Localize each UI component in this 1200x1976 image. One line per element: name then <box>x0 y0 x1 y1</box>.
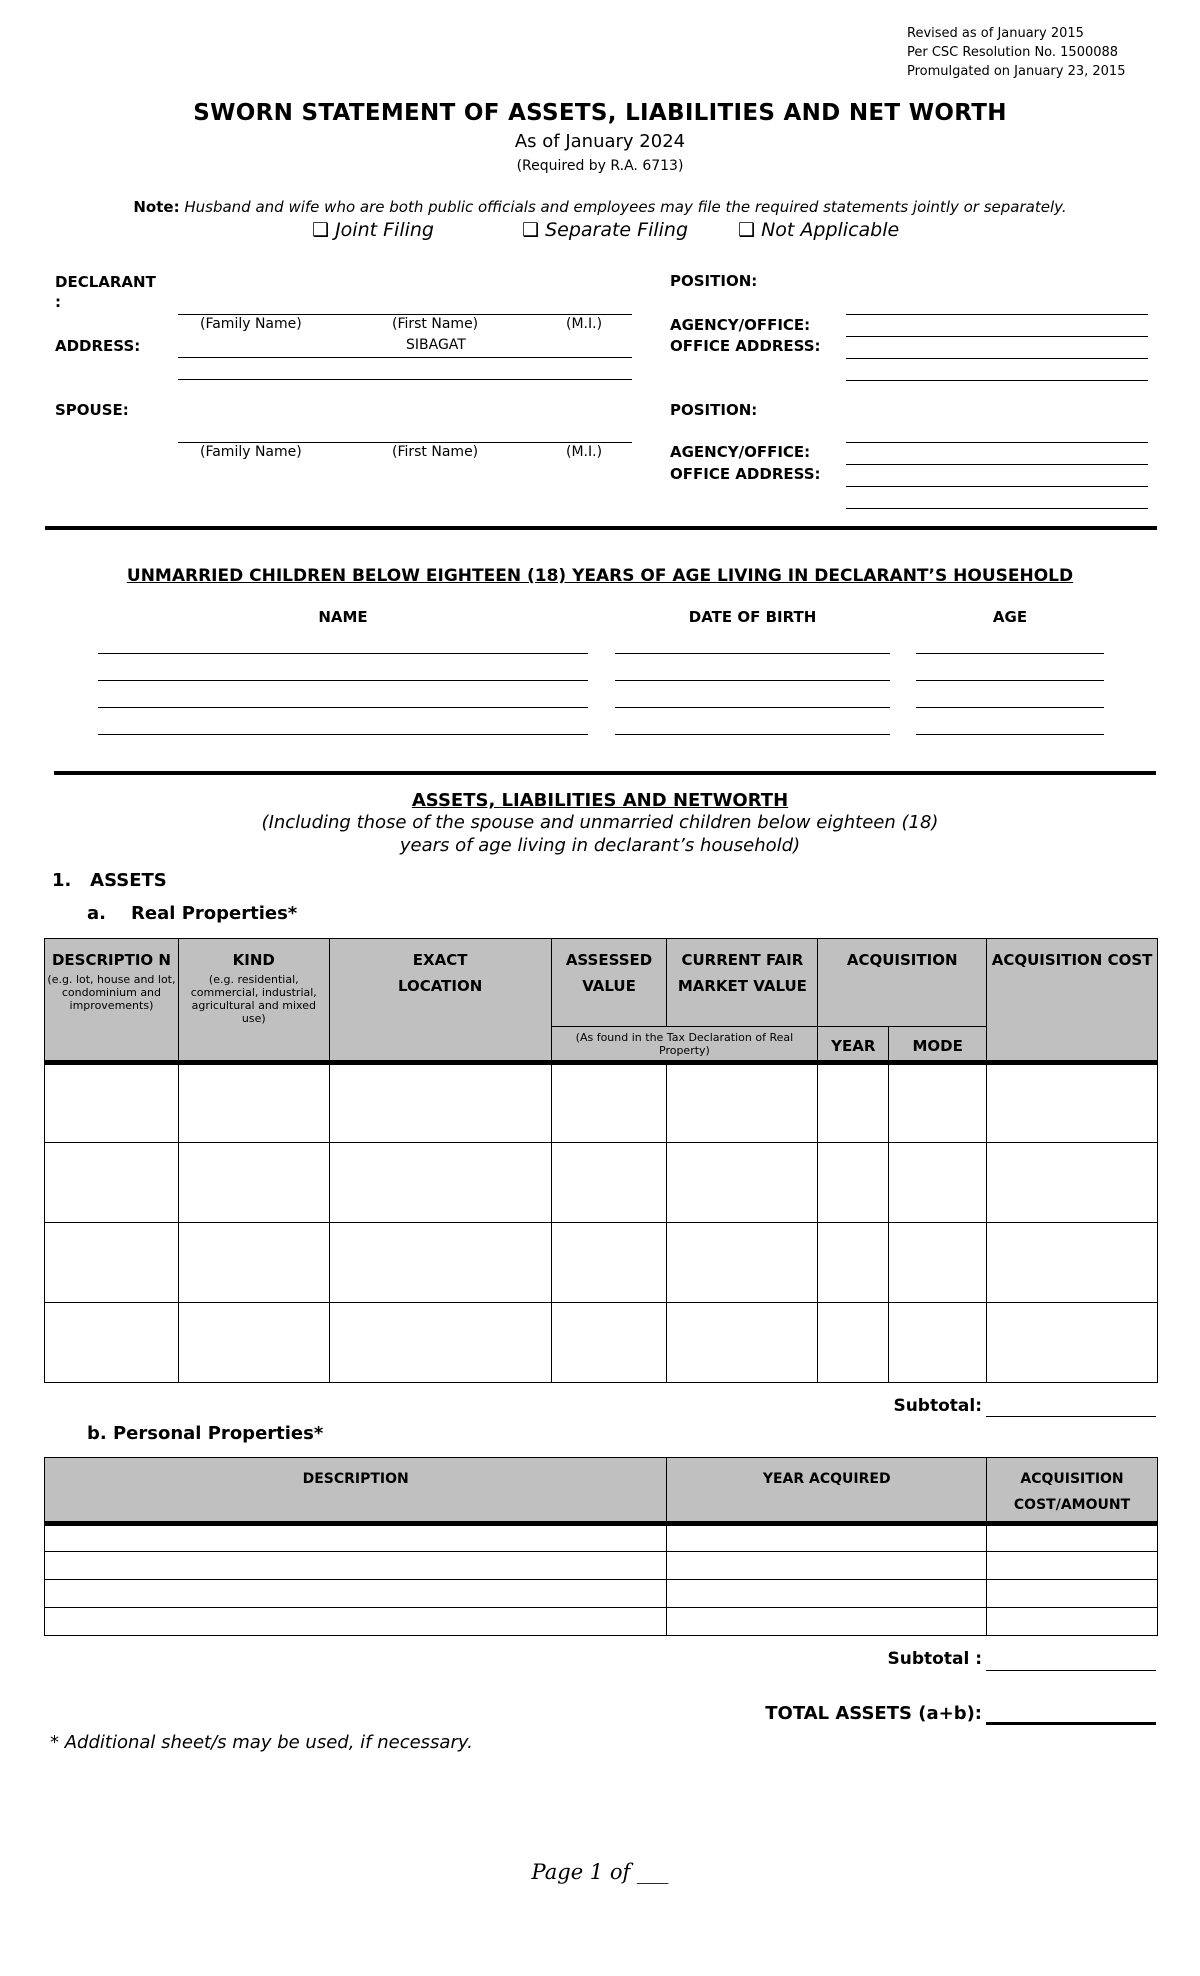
section-divider-2 <box>54 771 1156 775</box>
real-property-row <box>45 1223 1158 1303</box>
personal-properties-heading: b. Personal Properties* <box>87 1423 324 1444</box>
children-dob-header: DATE OF BIRTH <box>688 608 817 626</box>
declarant-position-label: POSITION: <box>670 272 758 290</box>
real-property-cell[interactable] <box>329 1303 551 1383</box>
real-property-cell[interactable] <box>551 1143 667 1223</box>
declarant-agency-line[interactable] <box>846 336 1148 337</box>
children-heading: UNMARRIED CHILDREN BELOW EIGHTEEN (18) YEARS OF AGE LIVING IN DECLARANT’S HOUSEHOLD <box>126 566 1074 586</box>
real-property-row <box>45 1143 1158 1223</box>
child-name-line[interactable] <box>98 707 588 708</box>
filing-note <box>0 198 1200 216</box>
real-property-cell[interactable] <box>818 1303 889 1383</box>
address-value[interactable]: SIBAGAT <box>406 337 466 353</box>
total-assets-line[interactable] <box>986 1722 1156 1725</box>
real-property-cell[interactable] <box>178 1223 329 1303</box>
address-line-1[interactable] <box>178 357 632 358</box>
page-footer: Page 1 of ___ <box>531 1860 669 1884</box>
address-label: ADDRESS: <box>55 337 141 355</box>
alnw-heading: ASSETS, LIABILITIES AND NETWORTH <box>411 790 789 811</box>
revision-note <box>907 24 1147 81</box>
revision-line-1: Revised as of January 2015 <box>907 26 1084 41</box>
spouse-family-name-label: (Family Name) <box>200 444 302 460</box>
personal-property-row <box>45 1552 1158 1580</box>
spouse-agency-label: AGENCY/OFFICE: <box>670 443 811 461</box>
real-property-cell[interactable] <box>987 1143 1158 1223</box>
spouse-office-address-label: OFFICE ADDRESS: <box>670 465 821 483</box>
note-text: Husband and wife who are both public officials and employees may file the required statements jointly or separately. <box>184 198 1067 216</box>
real-col-kind <box>178 939 329 1063</box>
real-col-description <box>45 939 179 1063</box>
child-name-line[interactable] <box>98 653 588 654</box>
child-name-line[interactable] <box>98 734 588 735</box>
child-name-line[interactable] <box>98 680 588 681</box>
real-property-cell[interactable] <box>45 1063 179 1143</box>
declarant-first-name-label: (First Name) <box>392 316 479 332</box>
personal-property-cell[interactable] <box>987 1524 1158 1552</box>
declarant-position-line[interactable] <box>846 314 1148 315</box>
real-col-value-note-text: (As found in the Tax Declaration of Real Property) <box>575 1030 794 1057</box>
real-property-cell[interactable] <box>551 1303 667 1383</box>
child-age-line[interactable] <box>916 680 1104 681</box>
personal-property-cell[interactable] <box>987 1552 1158 1580</box>
real-col-assessed: ASSESSED VALUE <box>551 939 667 1027</box>
real-col-location: EXACT LOCATION <box>329 939 551 1063</box>
personal-property-cell[interactable] <box>667 1524 987 1552</box>
personal-properties-table <box>44 1457 1158 1636</box>
note-label: Note: <box>133 198 180 216</box>
revision-line-2: Per CSC Resolution No. 1500088 <box>907 45 1119 60</box>
real-col-value-note <box>551 1027 818 1063</box>
declarant-family-name-label: (Family Name) <box>200 316 302 332</box>
address-line-2[interactable] <box>178 379 632 380</box>
personal-col-description: DESCRIPTION <box>45 1458 667 1524</box>
real-col-cost: ACQUISITION COST <box>987 939 1158 1063</box>
child-dob-line[interactable] <box>615 680 890 681</box>
spouse-agency-line[interactable] <box>846 464 1148 465</box>
real-col-kind-label: KIND <box>232 951 275 969</box>
real-property-cell[interactable] <box>45 1223 179 1303</box>
declarant-label-line2: : <box>55 293 61 311</box>
document-title: SWORN STATEMENT OF ASSETS, LIABILITIES AND NET WORTH <box>193 100 1007 126</box>
real-property-cell[interactable] <box>818 1063 889 1143</box>
real-property-cell[interactable] <box>818 1143 889 1223</box>
personal-property-cell[interactable] <box>667 1552 987 1580</box>
personal-property-row <box>45 1608 1158 1636</box>
child-dob-line[interactable] <box>615 707 890 708</box>
personal-property-cell[interactable] <box>667 1580 987 1608</box>
child-age-line[interactable] <box>916 707 1104 708</box>
real-col-description-label: DESCRIPTIO N <box>51 951 171 969</box>
real-properties-table <box>44 938 1158 1383</box>
additional-sheets-note: * Additional sheet/s may be used, if necessary. <box>50 1732 473 1753</box>
real-subtotal-line[interactable] <box>986 1416 1156 1417</box>
real-property-cell[interactable] <box>889 1223 987 1303</box>
section-divider-1 <box>45 526 1157 530</box>
real-col-market: CURRENT FAIR MARKET VALUE <box>667 939 818 1027</box>
real-property-cell[interactable] <box>987 1063 1158 1143</box>
real-property-cell[interactable] <box>45 1303 179 1383</box>
required-by: (Required by R.A. 6713) <box>516 158 684 174</box>
spouse-name-line[interactable] <box>178 442 632 443</box>
personal-col-year: YEAR ACQUIRED <box>667 1458 987 1524</box>
real-property-row <box>45 1063 1158 1143</box>
real-col-description-note: (e.g. lot, house and lot, condominium and improvements) <box>47 973 176 1012</box>
declarant-office-address-label: OFFICE ADDRESS: <box>670 337 821 355</box>
real-col-year: YEAR <box>818 1027 889 1063</box>
real-property-cell[interactable] <box>667 1223 818 1303</box>
real-property-cell[interactable] <box>987 1303 1158 1383</box>
real-property-cell[interactable] <box>329 1063 551 1143</box>
declarant-office-address-line-2[interactable] <box>846 380 1148 381</box>
spouse-position-label: POSITION: <box>670 401 758 419</box>
personal-property-cell[interactable] <box>987 1608 1158 1636</box>
personal-property-row <box>45 1524 1158 1552</box>
personal-property-cell[interactable] <box>45 1608 667 1636</box>
personal-property-row <box>45 1580 1158 1608</box>
personal-property-cell[interactable] <box>45 1580 667 1608</box>
not-applicable-checkbox[interactable]: ❑ Not Applicable <box>738 219 900 241</box>
personal-col-cost: ACQUISITION COST/AMOUNT <box>987 1458 1158 1524</box>
real-property-cell[interactable] <box>178 1063 329 1143</box>
alnw-subheading-2: years of age living in declarant’s household) <box>399 835 801 856</box>
real-col-kind-note: (e.g. residential, commercial, industrial, agricultural and mixed use) <box>190 973 317 1025</box>
declarant-office-address-line-1[interactable] <box>846 358 1148 359</box>
real-property-cell[interactable] <box>667 1303 818 1383</box>
separate-filing-checkbox[interactable]: ❑ Separate Filing <box>522 219 689 241</box>
real-property-cell[interactable] <box>178 1303 329 1383</box>
real-property-cell[interactable] <box>551 1223 667 1303</box>
real-property-cell[interactable] <box>889 1063 987 1143</box>
real-property-cell[interactable] <box>178 1143 329 1223</box>
child-age-line[interactable] <box>916 653 1104 654</box>
real-property-cell[interactable] <box>45 1143 179 1223</box>
real-property-cell[interactable] <box>889 1303 987 1383</box>
real-property-cell[interactable] <box>667 1143 818 1223</box>
spouse-position-line[interactable] <box>846 442 1148 443</box>
spouse-office-address-line-2[interactable] <box>846 508 1148 509</box>
personal-subtotal-line[interactable] <box>986 1670 1156 1671</box>
spouse-mi-label: (M.I.) <box>566 444 603 460</box>
assets-heading: 1. ASSETS <box>52 870 167 891</box>
alnw-subheading-1: (Including those of the spouse and unmarried children below eighteen (18) <box>261 812 939 833</box>
real-property-cell[interactable] <box>987 1223 1158 1303</box>
real-property-cell[interactable] <box>329 1223 551 1303</box>
real-property-cell[interactable] <box>667 1063 818 1143</box>
spouse-label: SPOUSE: <box>55 401 129 419</box>
personal-subtotal-label: Subtotal : <box>887 1649 982 1669</box>
real-properties-heading: a. Real Properties* <box>87 903 298 924</box>
real-property-cell[interactable] <box>329 1143 551 1223</box>
children-age-header: AGE <box>992 608 1028 626</box>
real-subtotal-label: Subtotal: <box>893 1396 982 1416</box>
child-dob-line[interactable] <box>615 653 890 654</box>
spouse-first-name-label: (First Name) <box>392 444 479 460</box>
real-property-row <box>45 1303 1158 1383</box>
total-assets-label: TOTAL ASSETS (a+b): <box>765 1703 982 1724</box>
child-dob-line[interactable] <box>615 734 890 735</box>
declarant-name-line[interactable] <box>178 314 632 315</box>
real-col-mode: MODE <box>889 1027 987 1063</box>
declarant-mi-label: (M.I.) <box>566 316 603 332</box>
joint-filing-checkbox[interactable]: ❑ Joint Filing <box>312 219 434 241</box>
personal-property-cell[interactable] <box>45 1524 667 1552</box>
revision-line-3: Promulgated on January 23, 2015 <box>907 64 1126 79</box>
real-property-cell[interactable] <box>551 1063 667 1143</box>
personal-property-cell[interactable] <box>45 1552 667 1580</box>
real-property-cell[interactable] <box>889 1143 987 1223</box>
children-name-header: NAME <box>318 608 368 626</box>
as-of-date: As of January 2024 <box>514 131 686 152</box>
personal-property-cell[interactable] <box>987 1580 1158 1608</box>
declarant-agency-label: AGENCY/OFFICE: <box>670 316 811 334</box>
real-col-acquisition: ACQUISITION <box>818 939 987 1027</box>
spouse-office-address-line-1[interactable] <box>846 486 1148 487</box>
declarant-label-line1: DECLARANT <box>55 273 156 291</box>
personal-property-cell[interactable] <box>667 1608 987 1636</box>
declarant-label <box>55 272 156 312</box>
real-property-cell[interactable] <box>818 1223 889 1303</box>
child-age-line[interactable] <box>916 734 1104 735</box>
